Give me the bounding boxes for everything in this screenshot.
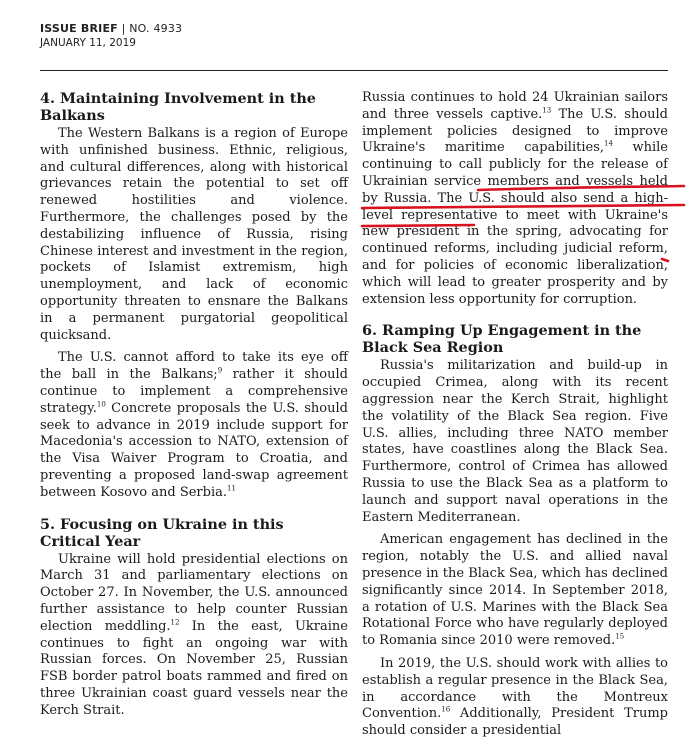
section-6-title: 6. Ramping Up Engagement in the Black Sea Region [362,322,642,357]
footnote-ref-9[interactable]: 9 [217,366,223,375]
footnote-ref-12[interactable]: 12 [170,618,180,627]
footnote-ref-11[interactable]: 11 [227,484,236,493]
section-5-paragraph-2: Russia continues to hold 24 Ukrainian sailors and three vessels captive.$^{13}$ The U.S. should implement policies designed to improve Ukraine's maritime capabilities,$^{14}$ while continuing to call publicly for the release of Ukrainian service members and vessels held by Russia. The U.S. should also send a high-level representative to meet with Ukraine's new president in the spring, advocating for continued reforms, including judicial reform, and for policies of economic liberalization, which will lead to greater prosperity and by extension less opportunity for corruption. [362,90,669,307]
section-6-paragraph-2: American engagement has declined in the region, notably the U.S. and allied naval presence in the Black Sea, which has declined significantly since 2014. In September 2018, a rotation of U.S. Marines with the Black Sea Rotational Force who have regularly deployed to Romania since 2010 were removed.$^{15}$ [362,532,668,649]
section-5-title: 5. Focusing on Ukraine in this Critical Year [40,515,284,550]
footnote-ref-15[interactable]: 15 [615,632,625,641]
right-column [362,90,668,746]
issue-series-label: ISSUE BRIEF [40,22,118,35]
highlighted-sentence: The U.S. should also send a high-level representative to meet with Ukraine's new president in the spring, [362,190,668,240]
section-4-paragraph-2: The U.S. cannot afford to take its eye off the ball in the Balkans;$^9$ rather it should continue to implement a comprehensive strategy.$^{10}$ Concrete proposals the U.S. should seek to advance in 2019 include support for Macedonia's accession to NATO, extension of the Visa Waiver Program to Croatia, and preventing a proposed land-swap agreement between Kosovo and Serbia.$^{11}$ [40,350,348,500]
issue-series: ISSUE BRIEF | NO. 4933 [40,22,183,35]
issue-date: JANUARY 11, 2019 [40,37,136,49]
header-divider [40,70,668,71]
issue-header [40,22,182,50]
footnote-ref-14[interactable]: 14 [604,140,613,149]
issue-number: NO. 4933 [129,22,183,35]
section-4-title: 4. Maintaining Involvement in the Balkans [40,90,316,124]
footnote-ref-10[interactable]: 10 [96,400,106,409]
left-column [40,90,348,726]
section-6-paragraph-1: Russia's militarization and build-up in occupied Crimea, along with its recent aggression near the Kerch Strait, highlight the volatility of the Black Sea region. Five U.S. allies, including three NATO member states, have coastlines along the Black Sea. Furthermore, control of Crimea has allowed Russia to use the Black Sea as a platform to launch and support naval operations in the Eastern Mediterranean. [362,358,668,525]
footnote-ref-13[interactable]: 13 [542,106,552,115]
section-5-paragraph-1: Ukraine will hold presidential elections on March 31 and parliamentary elections on October 27. In November, the U.S. announced further assistance to help counter Russian election meddling.$^{12}$ In the east, Ukraine continues to fight an ongoing war with Russian forces. On November 25, Russian FSB border patrol boats rammed and fired on three Ukrainian coast guard vessels near the Kerch Strait. [40,551,348,718]
footnote-ref-16[interactable]: 16 [441,705,451,714]
section-6-paragraph-3: In 2019, the U.S. should work with allies to establish a regular presence in the Black Sea, in accordance with the Montreux Convention.$^{16}$ Additionally, President Trump should consider a presidential [362,655,668,739]
section-4-paragraph-1: The Western Balkans is a region of Europe with unfinished business. Ethnic, religious, and cultural differences, along with historical grievances retain the potential to set off renewed hostilities and violence. Furthermore, the challenges posed by the destabilizing influence of Russia, rising Chinese interest and investment in the region, pockets of Islamist extremism, high unemployment, and lack of economic opportunity threaten to ensnare the Balkans in a permanent purgatorial geopolitical quicksand. [40,126,348,343]
